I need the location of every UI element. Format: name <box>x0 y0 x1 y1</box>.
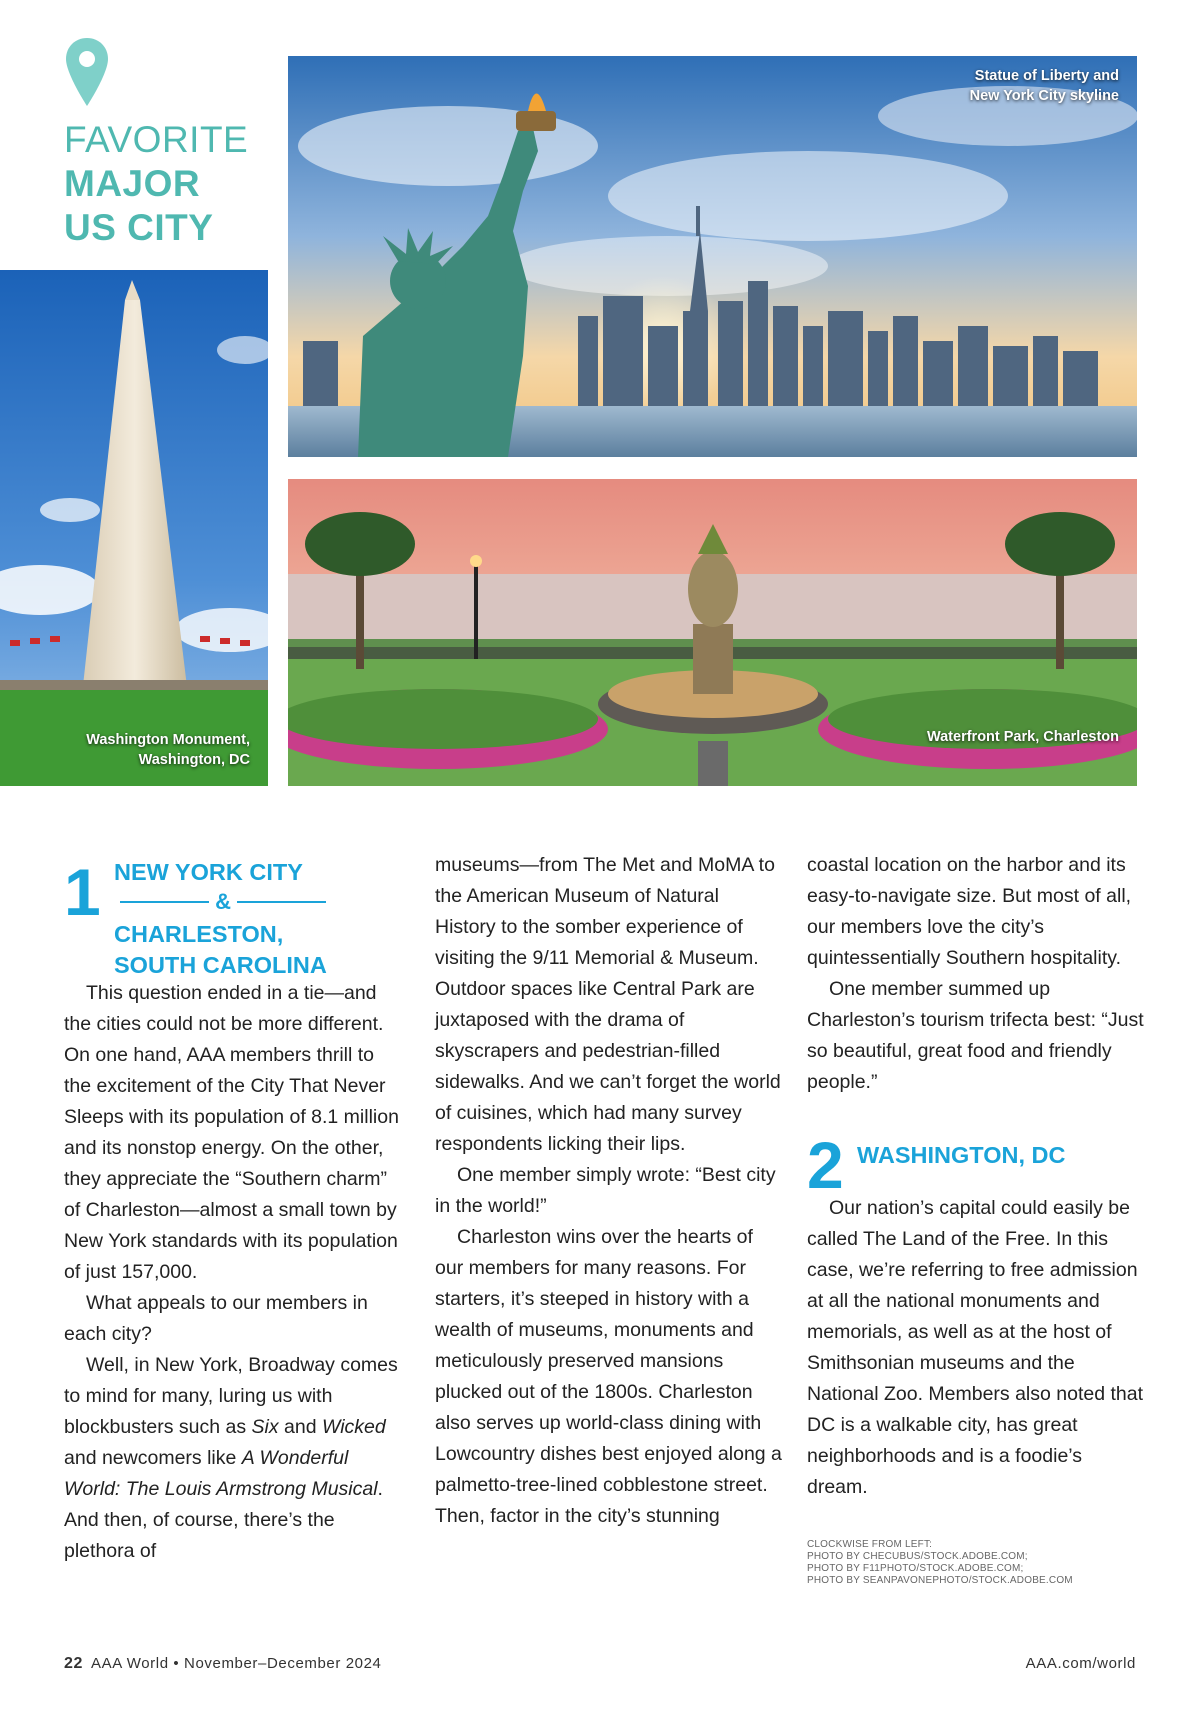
credits-line4: PHOTO BY SEANPAVONEPHOTO/STOCK.ADOBE.COM <box>807 1575 1073 1586</box>
show-title-wicked: Wicked <box>321 1416 386 1438</box>
credits-line2: PHOTO BY CHECUBUS/STOCK.ADOBE.COM; <box>807 1551 1028 1562</box>
section-2-number: 2 <box>807 1128 844 1202</box>
col2-paragraph-1: museums—from The Met and MoMA to the American Museum of Natural History to the somber experience of visiting the 9/11 Memorial & Museum. Outdoor spaces like Central Park are juxtaposed with the drama of skyscrapers and pedestrian-filled sidewalks. And we can’t forget the world of cuisines, which had many survey respondents licking their lips. <box>435 854 781 1155</box>
col1-p3-text-d: . And then, of course, there’s the plethora of <box>64 1478 383 1562</box>
col2-paragraph-2: One member simply wrote: “Best city in the world!” <box>435 1164 776 1217</box>
location-pin-icon <box>64 36 110 108</box>
footer-folio <box>64 1655 382 1673</box>
section-1-title-line3: SOUTH CAROLINA <box>114 952 327 978</box>
divider-rule-left <box>120 901 209 903</box>
credits-line1: CLOCKWISE FROM LEFT: <box>807 1539 933 1550</box>
nyc-caption <box>970 66 1119 106</box>
dc-caption <box>86 730 250 770</box>
footer-url: AAA.com/world <box>1025 1655 1136 1672</box>
credits-line3: PHOTO BY F11PHOTO/STOCK.ADOBE.COM; <box>807 1563 1024 1574</box>
col1-p3-text-c: and newcomers like <box>64 1447 242 1469</box>
section-1-number: 1 <box>64 855 101 929</box>
section-2-heading <box>807 1128 1137 1202</box>
divider-rule-right <box>237 901 326 903</box>
col1-paragraph-2: What appeals to our members in each city? <box>64 1292 368 1345</box>
ampersand: & <box>215 889 231 914</box>
page-heading <box>64 118 248 250</box>
col1-paragraph-1: This question ended in a tie—and the cities could not be more different. On one hand, AAA members thrill to the excitement of the City That Never Sleeps with its population of 8.1 million and its nonstop energy. On the other, they appreciate the “Southern charm” of Charleston—almost a small town by New York standards with its population of just 157,000. <box>64 982 399 1283</box>
section-1-title-line2: CHARLESTON, <box>114 921 284 947</box>
col3-paragraph-2: One member summed up Charleston’s tourism trifecta best: “Just so beautiful, great food and friendly people.” <box>807 978 1144 1093</box>
dc-caption-line1: Washington Monument, <box>86 732 250 748</box>
statue-of-liberty-photo <box>288 56 1137 457</box>
section-2-title: WASHINGTON, DC <box>857 1142 1066 1168</box>
washington-monument-photo <box>0 270 268 786</box>
col1-p3-text-b: and <box>278 1416 322 1438</box>
column-1 <box>64 978 404 1567</box>
waterfront-park-photo <box>288 479 1137 786</box>
section-1-title-line1: NEW YORK CITY <box>114 859 303 885</box>
nyc-caption-line2: New York City skyline <box>969 88 1119 104</box>
section-1-heading <box>64 855 394 978</box>
col3-paragraph-1: coastal location on the harbor and its easy-to-navigate size. But most of all, our members love the city’s quintessentially Southern hospitality. <box>807 854 1132 969</box>
dc-caption-line2: Washington, DC <box>138 752 250 768</box>
nyc-caption-line1: Statue of Liberty and <box>974 68 1119 84</box>
heading-line-major: MAJOR <box>64 163 201 204</box>
show-title-six: Six <box>251 1416 279 1438</box>
col1-p3-text-a: Well, in New York, Broadway comes to mind for many, luring us with blockbusters such as <box>64 1354 398 1438</box>
col1-paragraph-3 <box>64 1350 404 1567</box>
col2-paragraph-3: Charleston wins over the hearts of our members for many reasons. For starters, it’s steeped in history with a wealth of museums, monuments and meticulously preserved mansions plucked out of the 1800s. Charleston also serves up world-class dining with Lowcountry dishes best enjoyed along a palmetto-tree-lined cobblestone street. Then, factor in the city’s stunning <box>435 1226 782 1527</box>
page-number: 22 <box>64 1655 83 1672</box>
charleston-caption: Waterfront Park, Charleston <box>926 729 1119 745</box>
heading-line-us-city: US CITY <box>64 207 214 248</box>
column-2 <box>435 850 785 1532</box>
photo-credits <box>807 1539 1127 1587</box>
heading-line-favorite: FAVORITE <box>64 119 249 160</box>
section-2-paragraph: Our nation’s capital could easily be called The Land of the Free. In this case, we’re referring to free admission at all the national monuments and memorials, as well as at the host of Smithsonian museums and the National Zoo. Members also noted that DC is a walkable city, has great neighborhoods and is a foodie’s dream. <box>807 1197 1144 1498</box>
section-2-body <box>807 1193 1147 1503</box>
column-3 <box>807 850 1147 1098</box>
publication-name: AAA World • November–December 2024 <box>91 1655 382 1672</box>
show-title-louis-armstrong: A Wonderful World: The Louis Armstrong Musical <box>64 1447 378 1500</box>
ampersand-divider <box>120 890 326 914</box>
